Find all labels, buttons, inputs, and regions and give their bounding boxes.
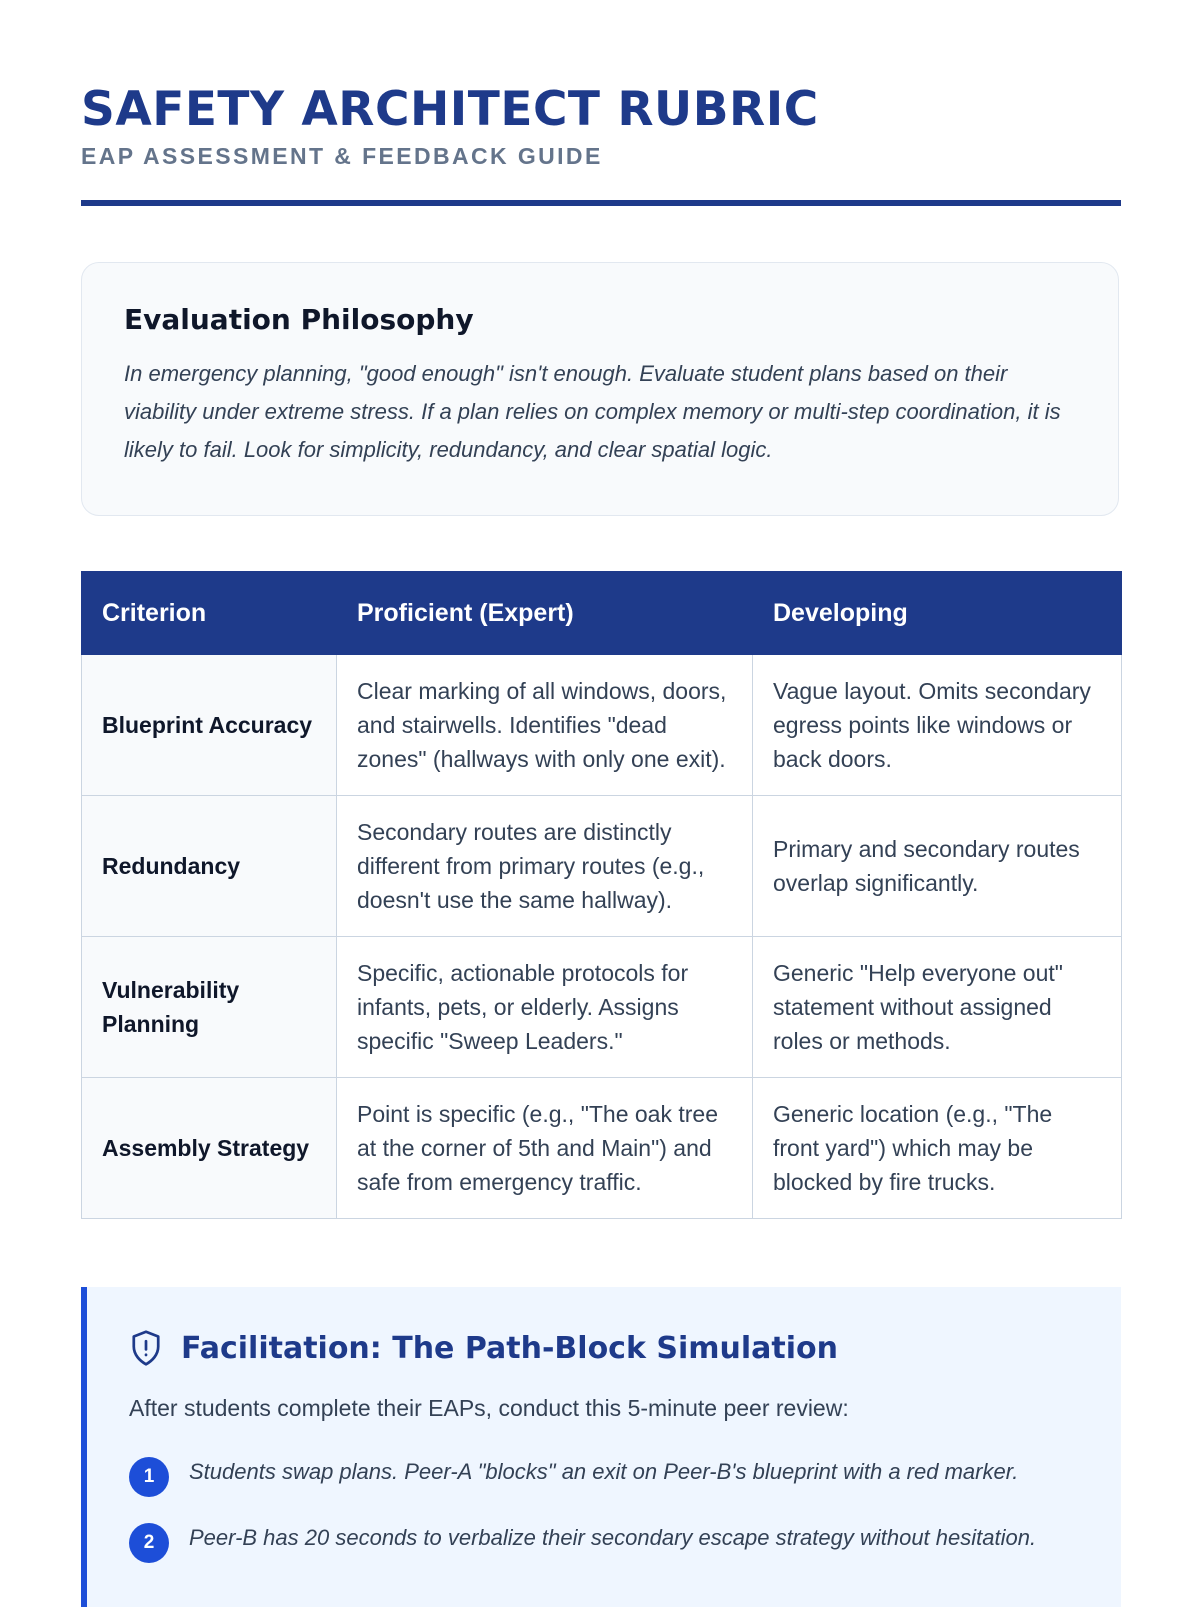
rubric-table (81, 571, 1122, 1219)
developing-cell: Primary and secondary routes overlap significantly. (753, 796, 1122, 937)
proficient-cell: Point is specific (e.g., "The oak tree at the corner of 5th and Main") and safe from emergency traffic. (337, 1078, 753, 1219)
criterion-cell: Assembly Strategy (82, 1078, 337, 1219)
table-row (82, 937, 1122, 1078)
step-item (129, 1455, 1079, 1497)
shield-alert-icon (129, 1329, 163, 1367)
step-number-badge: 2 (129, 1523, 169, 1563)
facilitation-callout (81, 1287, 1121, 1607)
developing-cell: Generic location (e.g., "The front yard") which may be blocked by fire trucks. (753, 1078, 1122, 1219)
step-item (129, 1521, 1079, 1563)
facilitation-intro: After students complete their EAPs, conduct this 5-minute peer review: (129, 1395, 849, 1421)
philosophy-card (81, 262, 1119, 516)
step-number-badge: 1 (129, 1457, 169, 1497)
proficient-cell: Secondary routes are distinctly different from primary routes (e.g., doesn't use the same hallway). (337, 796, 753, 937)
header-divider (81, 200, 1121, 206)
criterion-cell: Redundancy (82, 796, 337, 937)
proficient-cell: Specific, actionable protocols for infants, pets, or elderly. Assigns specific "Sweep Leaders." (337, 937, 753, 1078)
column-header-developing: Developing (753, 572, 1122, 655)
table-row (82, 1078, 1122, 1219)
proficient-cell: Clear marking of all windows, doors, and stairwells. Identifies "dead zones" (hallways with only one exit). (337, 655, 753, 796)
column-header-criterion: Criterion (82, 572, 337, 655)
table-row (82, 796, 1122, 937)
step-text: Students swap plans. Peer-A "blocks" an exit on Peer-B's blueprint with a red marker. (189, 1459, 1019, 1484)
table-row (82, 655, 1122, 796)
facilitation-heading: Facilitation: The Path-Block Simulation (181, 1330, 838, 1366)
philosophy-text: In emergency planning, "good enough" isn't enough. Evaluate student plans based on their viability under extreme stress. If a plan relies on complex memory or multi-step coordination, it is likely to fail. Look for simplicity, redundancy, and clear spatial logic. (124, 361, 1061, 462)
developing-cell: Vague layout. Omits secondary egress points like windows or back doors. (753, 655, 1122, 796)
step-text: Peer-B has 20 seconds to verbalize their secondary escape strategy without hesitation. (189, 1525, 1037, 1550)
table-header-row (82, 572, 1122, 655)
page-subtitle: EAP ASSESSMENT & FEEDBACK GUIDE (81, 143, 603, 169)
philosophy-heading: Evaluation Philosophy (124, 303, 474, 336)
facilitation-header (129, 1329, 838, 1367)
column-header-proficient: Proficient (Expert) (337, 572, 753, 655)
developing-cell: Generic "Help everyone out" statement without assigned roles or methods. (753, 937, 1122, 1078)
criterion-cell: Blueprint Accuracy (82, 655, 337, 796)
criterion-cell: Vulnerability Planning (82, 937, 337, 1078)
page-title: SAFETY ARCHITECT RUBRIC (81, 82, 819, 137)
